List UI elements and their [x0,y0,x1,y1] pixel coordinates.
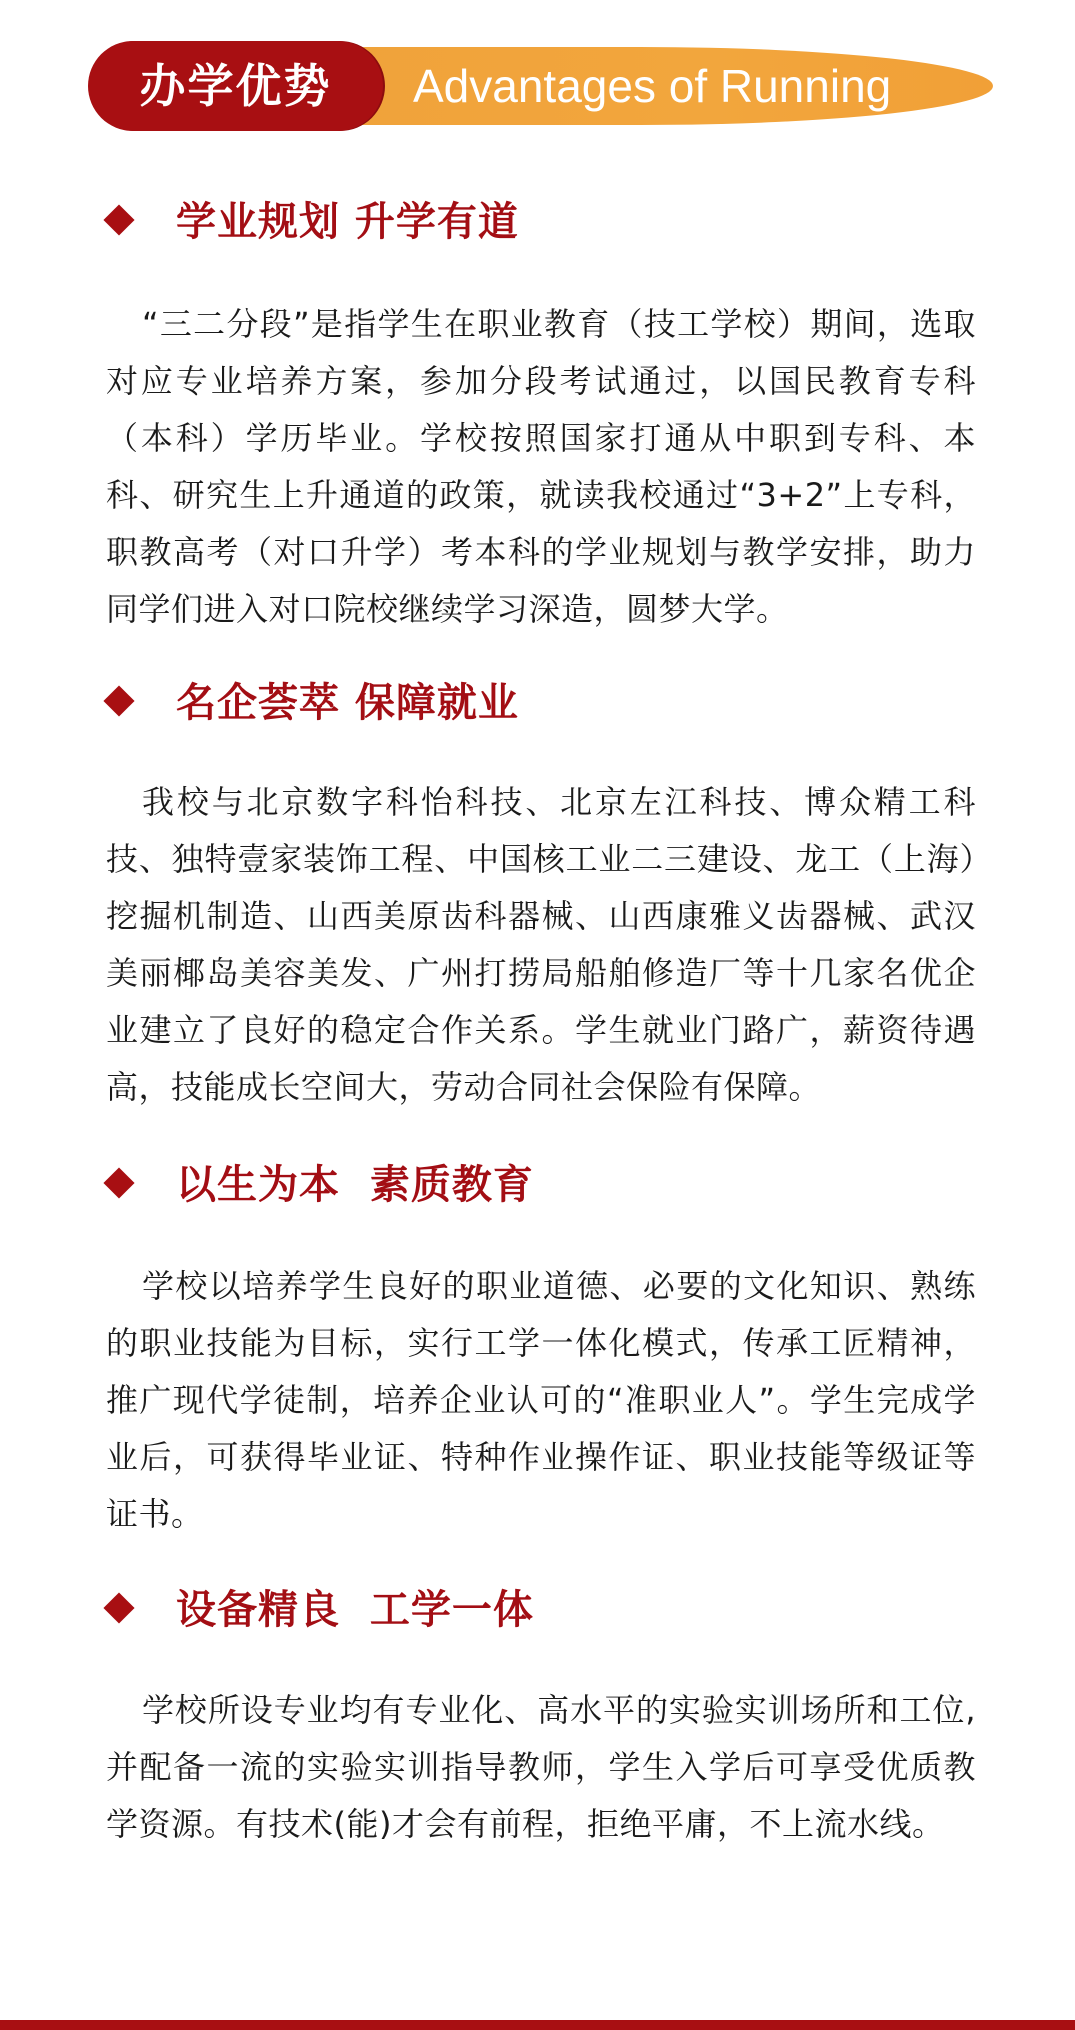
section-heading-text: 名企荟萃 保障就业 [176,680,519,726]
diamond-bullet-icon [103,1167,134,1198]
diamond-bullet-icon [103,1592,134,1623]
page-title: 办学优势 [139,59,332,113]
bottom-divider [0,2020,1075,2030]
diamond-bullet-icon [103,204,134,235]
section-heading [0,673,1075,733]
section-body: 我校与北京数字科怡科技、北京左江科技、博众精工科技、独特壹家装饰工程、中国核工业二三建设、龙工（上海）挖掘机制造、山西美原齿科器械、山西康雅义齿器械、武汉美丽椰岛美容美发、广州打捞局船舶修造厂等十几家名优企业建立了良好的稳定合作关系。学生就业门路广，薪资待遇高，技能成长空间大，劳动合同社会保险有保障。 [106,783,976,1106]
page-subtitle: Advantages of Running [413,60,892,112]
section-heading [0,1155,1075,1215]
section-body: “三二分段”是指学生在职业教育（技工学校）期间，选取对应专业培养方案，参加分段考试通过，以国民教育专科（本科）学历毕业。学校按照国家打通从中职到专科、本科、研究生上升通道的政策，就读我校通过“3+2”上专科，职教高考（对口升学）考本科的学业规划与教学安排，助力同学们进入对口院校继续学习深造，圆梦大学。 [106,305,976,628]
section-heading-text: 设备精良 工学一体 [176,1587,534,1633]
section-body: 学校以培养学生良好的职业道德、必要的文化知识、熟练的职业技能为目标，实行工学一体化模式，传承工匠精神，推广现代学徒制，培养企业认可的“准职业人”。学生完成学业后，可获得毕业证、特种作业操作证、职业技能等级证等证书。 [106,1267,976,1533]
section-heading-text: 以生为本 素质教育 [176,1162,534,1208]
header-banner [88,41,993,131]
section-heading [0,1580,1075,1640]
diamond-bullet-icon [103,685,134,716]
section-heading [0,192,1075,252]
section-heading-text: 学业规划 升学有道 [176,199,519,245]
section-body: 学校所设专业均有专业化、高水平的实验实训场所和工位,并配备一流的实验实训指导教师，学生入学后可享受优质教学资源。有技术(能)才会有前程，拒绝平庸，不上流水线。 [106,1691,976,1843]
